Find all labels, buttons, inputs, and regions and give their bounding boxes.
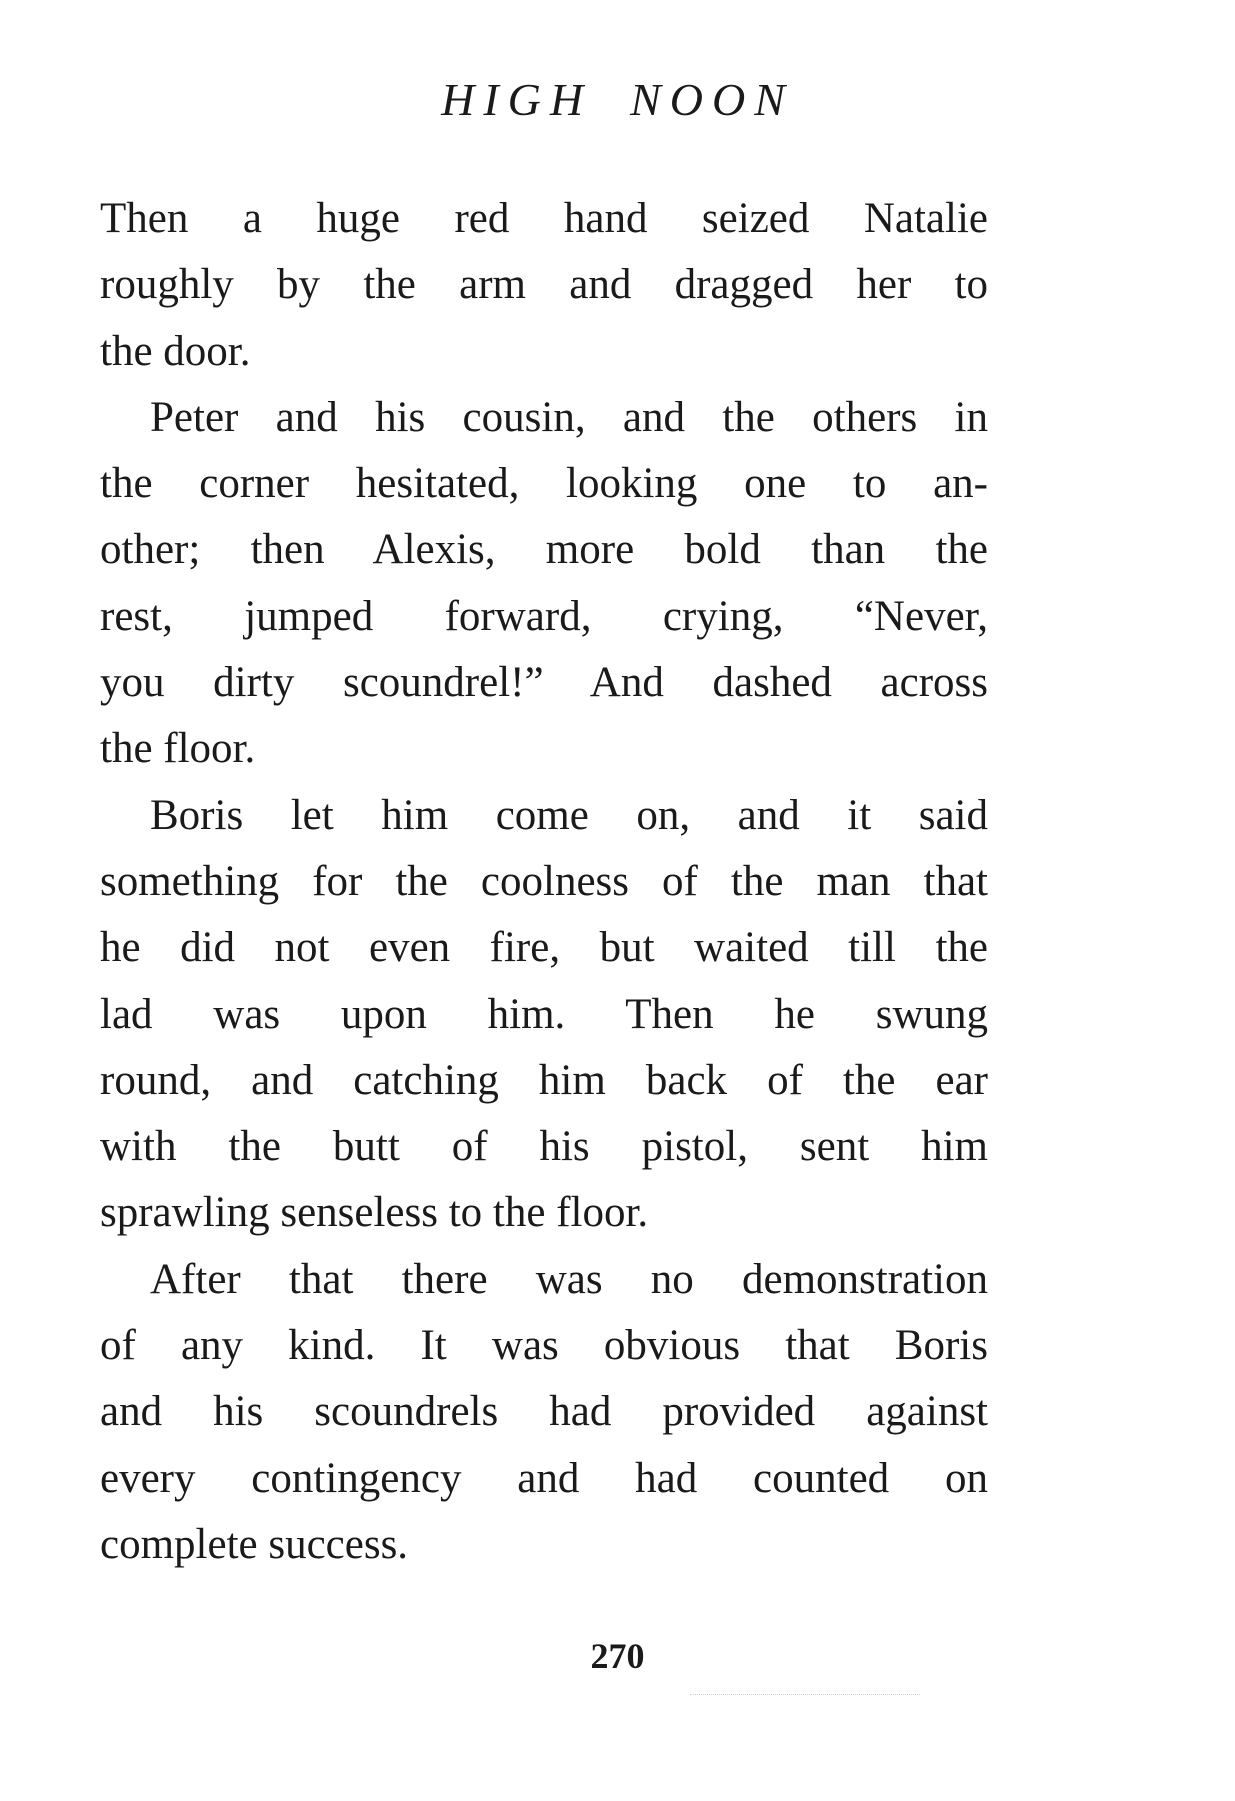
text-line: After that there was no demonstration xyxy=(150,1255,988,1303)
text-line: and his scoundrels had provided against xyxy=(100,1388,988,1436)
text-line: other; then Alexis, more bold than the xyxy=(100,526,988,574)
text-line: sprawling senseless to the floor. xyxy=(100,1189,649,1237)
paragraph-4 xyxy=(100,1247,988,1578)
text-line: the floor. xyxy=(100,725,256,773)
paragraph-3 xyxy=(100,783,988,1247)
text-line: something for the coolness of the man that xyxy=(100,857,988,905)
text-line: with the butt of his pistol, sent him xyxy=(100,1123,988,1171)
text-line: you dirty scoundrel!” And dashed across xyxy=(100,659,988,707)
text-line: rest, jumped forward, crying, “Never, xyxy=(100,592,988,640)
scan-specks xyxy=(690,1686,920,1695)
text-line: roughly by the arm and dragged her to xyxy=(100,261,988,309)
text-line: he did not even fire, but waited till the xyxy=(100,924,988,972)
text-line: complete success. xyxy=(100,1520,409,1568)
text-line: Then a huge red hand seized Natalie xyxy=(100,195,988,242)
text-line: round, and catching him back of the ear xyxy=(100,1056,988,1104)
text-line: Peter and his cousin, and the others in xyxy=(150,393,988,441)
text-line: of any kind. It was obvious that Boris xyxy=(100,1322,988,1370)
paragraph-1 xyxy=(100,186,988,385)
running-head-word: HIGH xyxy=(441,74,593,125)
text-line: every contingency and had counted on xyxy=(100,1454,988,1502)
text-line: lad was upon him. Then he swung xyxy=(100,990,988,1038)
text-line: Boris let him come on, and it said xyxy=(150,791,988,839)
page-number: 270 xyxy=(590,1636,645,1676)
paragraph-2 xyxy=(100,385,988,783)
text-line: the door. xyxy=(100,327,251,375)
text-line: the corner hesitated, looking one to an- xyxy=(100,460,988,508)
running-head-word: NOON xyxy=(630,74,794,125)
running-head xyxy=(0,70,1235,130)
body-text xyxy=(100,186,988,1578)
